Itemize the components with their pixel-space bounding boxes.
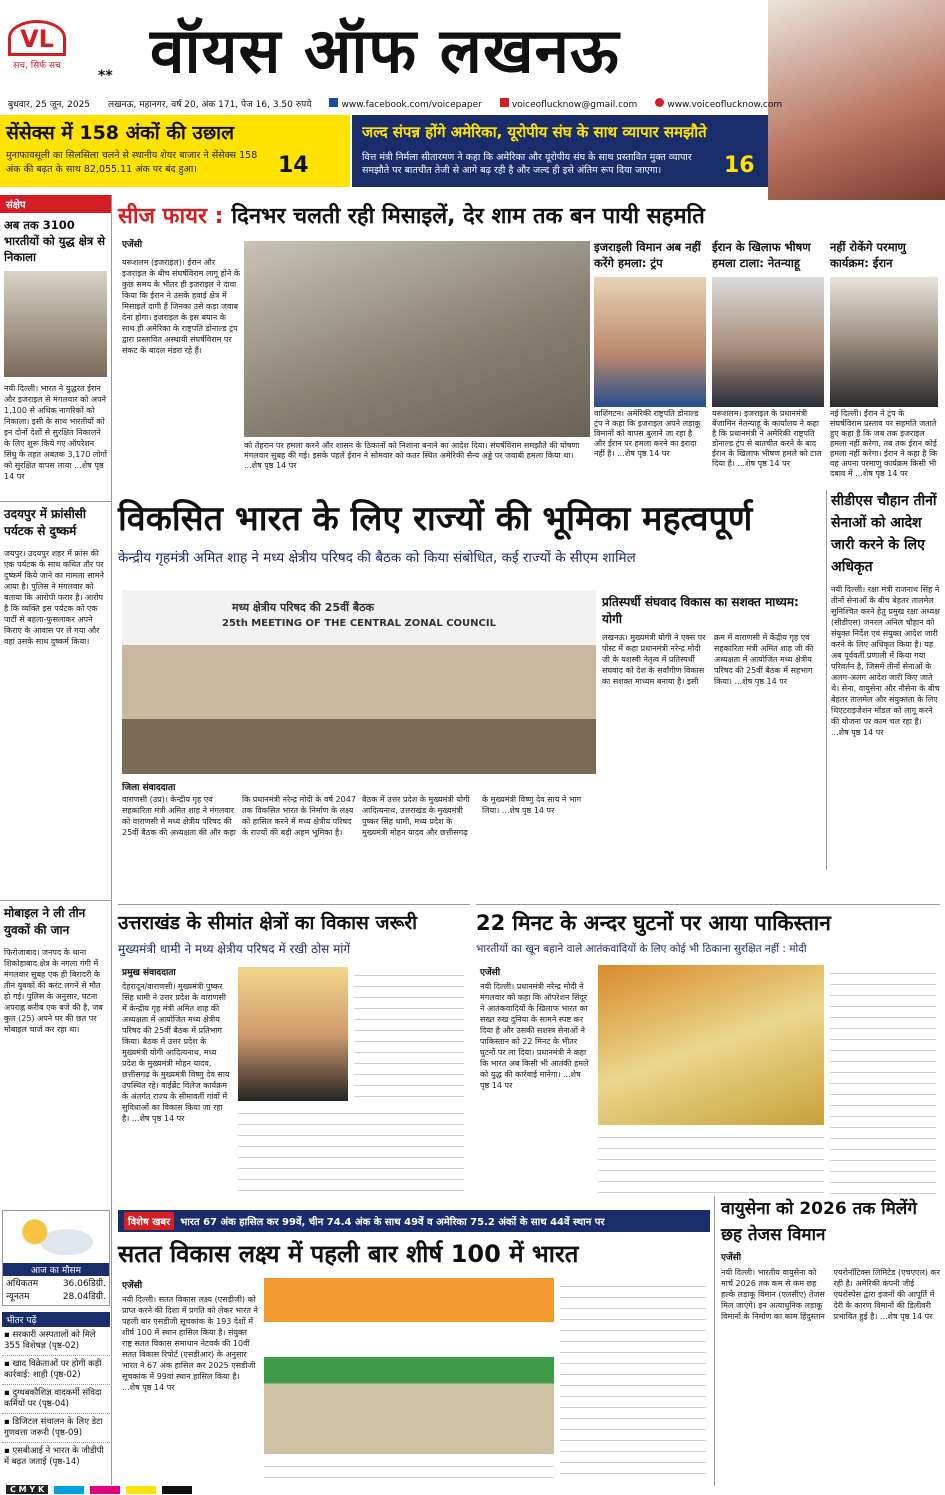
netanyahu-headline[interactable]: ईरान के खिलाफ भीषण हमला टाला: नेतन्याहू xyxy=(712,240,811,270)
special-news-tag: विशेष खबर xyxy=(124,1212,174,1230)
pakistan-body-col4 xyxy=(830,965,936,1201)
date: बुधवार, 25 जून, 2025 xyxy=(8,100,91,110)
pakistan-agency: एजेंसी xyxy=(480,968,501,978)
sensex-page-ref: 14 xyxy=(278,153,309,178)
masthead xyxy=(0,0,945,112)
lead-subhead: केन्द्रीय गृहमंत्री अमित शाह ने मध्य क्षेत्रीय परिषद की बैठक को किया संबोधित, कई राज्यों के सीएम शामिल xyxy=(118,550,636,566)
story-mobile-body: फिरोजाबाद। जनपद के थाना शिकोहाबाद क्षेत्र के नगला गंगी में मंगलवार सुबह एक ही बिरादरी के तीन युवकों की करंट लगने से मौत हो गई। पुलिस के अनुसार, घटना अपराह्न करीब एक बजे की है, जब कुल (25) अपने घर की छत पर मोबाइल चार्ज कर रहा था। xyxy=(4,948,103,1034)
facebook-icon xyxy=(329,98,338,107)
sidebar-label: संक्षेप xyxy=(0,195,111,213)
lead-agency: जिला संवाददाता xyxy=(122,783,176,793)
banner-english: 25th MEETING OF THE CENTRAL ZONAL COUNCIL xyxy=(222,618,496,629)
weather-widget xyxy=(2,1210,110,1306)
sdg-story xyxy=(118,1234,710,1486)
lead-headline[interactable]: विकसित भारत के लिए राज्यों की भूमिका महत्वपूर्ण xyxy=(118,499,753,539)
facebook-link[interactable]: www.facebook.com/voicepaper xyxy=(329,98,481,112)
netanyahu-photo xyxy=(712,277,824,407)
inside-pages xyxy=(2,1312,110,1482)
sdg-body-col3 xyxy=(560,1278,706,1482)
uttarakhand-body-cont xyxy=(238,1105,464,1201)
modi-award-photo xyxy=(598,965,824,1125)
trade-headline: जल्द संपन्न होंगे अमेरिका, यूरोपीय संघ के साथ व्यापार समझौते xyxy=(362,123,707,141)
tejas-story xyxy=(714,1196,940,1486)
website-link[interactable]: www.voiceoflucknow.com xyxy=(655,98,782,112)
uttarakhand-story xyxy=(118,904,470,1204)
yogi-headline[interactable]: प्रतिस्पर्धी संघवाद विकास का सशक्त माध्यम: योगी xyxy=(602,595,799,626)
ceasefire-body-bottom: को तेहरान पर हमला करने और शासन के ठिकानों को निशाना बनाने का आदेश दिया। संघर्षविराम समझौते की घोषणा मंगलवार सुबह की गई। इसके पहले ईरान ने सोमवार को कतर स्थित अमेरिकी सैन्य अड्डे पर जवाबी हमला किया था। ...शेष पृष्ठ 14 पर xyxy=(244,441,580,470)
pakistan-body: नयी दिल्ली। प्रधानमंत्री नरेन्द्र मोदी ने मंगलवार को कहा कि ऑपरेशन सिंदूर ने आतंकवादियों के खिलाफ भारत का सख्त रुख दुनिया के सामने स्पष्ट कर दिया है और उसकी सशस्त्र सेनाओं ने पाकिस्तान को 22 मिनट के भीतर घुटनों पर ला दिया। प्रधानमंत्री ने कहा कि भारत अब किसी भी आतंकी हमले को युद्ध की कार्रवाई मानेगा। ...शेष पृष्ठ 14 पर xyxy=(480,982,589,1090)
trade-body: वित्त मंत्री निर्मला सीतारमण ने कहा कि अमेरिका और यूरोपीय संघ के साथ प्रस्तावित मुक्त व्यापार समझौते पर बातचीत तेजी से आगे बढ़ रही है और जल्द ही इसे अंतिम रूप दिया जाएगा। xyxy=(362,152,692,176)
lead-story xyxy=(118,490,820,900)
india-gate-growth-photo xyxy=(264,1278,554,1454)
min-temp-row: न्यूनतम 28.04डिग्री. xyxy=(6,1292,106,1302)
globe-icon xyxy=(655,98,664,107)
color-swatch-yellow xyxy=(126,1486,156,1494)
banner-hindi: मध्य क्षेत्रीय परिषद की 25वीं बैठक xyxy=(232,601,374,614)
mail-icon xyxy=(500,98,509,107)
ceasefire-headline: दिनभर चलती रही मिसाइलें, देर शाम तक बन पायी सहमति xyxy=(231,204,705,229)
ceasefire-headline-row[interactable] xyxy=(118,195,940,235)
email-link[interactable]: voiceoflucknow@gmail.com xyxy=(500,98,638,112)
masthead-title: वॉयस ऑफ लखनऊ xyxy=(150,14,620,87)
cds-headline[interactable]: सीडीएस चौहान तीनों सेनाओं को आदेश जारी करने के लिए अधिकृत xyxy=(831,493,937,575)
ceasefire-label: सीज फायर : xyxy=(118,204,224,229)
sensex-body: मुनाफावसूली का सिलसिला चलने से स्थानीय शेयर बाजार ने सेंसेक्स 158 अंक की बढ़त के साथ 82,055.11 अंक पर बंद हुआ। xyxy=(6,150,258,175)
uttarakhand-body-col3 xyxy=(354,967,464,1101)
masthead-stars: ** xyxy=(98,68,113,84)
color-swatch-black xyxy=(162,1486,192,1494)
uttarakhand-body: देहरादून/वाराणसी। मुख्यमंत्री पुष्कर सिंह धामी ने उत्तर प्रदेश के वाराणसी में केन्द्रीय गृह मंत्री अमित शाह की अध्यक्षता में आयोजित मध्य क्षेत्रीय परिषद की 25वीं बैठक में प्रतिभाग किया। बैठक में उत्तर प्रदेश के मुख्यमंत्री योगी आदित्यनाथ, मध्य प्रदेश के मुख्यमंत्री मोहन यादव, छत्तीसगढ़ के मुख्यमंत्री विष्णु देव साय उपस्थित रहे। वाईब्रेंट विलेज कार्यक्रम के अंतर्गत राज्य के सीमावर्ती गांवों में सुविधाओं का विकास किया जा रहा है। ...शेष पृष्ठ 14 पर xyxy=(122,982,230,1123)
evacuation-photo xyxy=(4,271,107,377)
story-udaipur-headline[interactable]: उदयपुर में फ्रांसीसी पर्यटक से दुष्कर्म xyxy=(0,501,111,544)
khamenei-headline[interactable]: नहीं रोकेंगे परमाणु कार्यक्रम: ईरान xyxy=(830,240,906,270)
cmyk-label: C M Y K xyxy=(6,1485,48,1494)
story-evacuation-headline[interactable]: अब तक 3100 भारतीयों को युद्ध क्षेत्र से निकाला xyxy=(4,218,105,264)
story-evacuation-body: नयी दिल्ली। भारत ने युद्धरत ईरान और इजराइल से मंगलवार को अपने 1,100 से अधिक नागरिकों को निकाला। इसी के साथ भारतीयों को इन दोनों देशों से सुरक्षित निकालने के लिए शुरू किये गए ऑपरेशन सिंधु के तहत अबतक 3,170 लोगों को सुरक्षित वापस लाया ...शेष पृष्ठ 14 पर xyxy=(4,384,107,481)
sdg-photo-caption xyxy=(264,1458,554,1482)
dhami-photo xyxy=(238,967,348,1101)
sensex-headline: सेंसेक्स में 158 अंकों की उछाल xyxy=(6,122,234,144)
inside-item[interactable]: ▪ खाद विक्रेताओं पर होगी कड़ी कार्रवाई: शाही (पृष्ठ-02) xyxy=(2,1356,110,1385)
ceasefire-section xyxy=(118,195,940,485)
ceasefire-body-left: यरूशलम (इजराइल)। ईरान और इजराइल के बीच संघर्षविराम लागू होने के कुछ समय के भीतर ही इजराइल ने दावा किया कि ईरान ने उसके हवाई क्षेत्र में मिसाइलें दागी हैं जिनका उसे कड़ा जवाब देना होगा। इजराइल के इस बयान के साथ ही अमेरिका के राष्ट्रपति डोनाल्ड ट्रंप द्वारा प्रस्तावित अस्थायी संघर्षविराम पर संकट के बादल मंडरा रहे हैं। xyxy=(122,258,240,355)
tejas-body: नयी दिल्ली। भारतीय वायुसेना को मार्च 2026 तक कम से कम छह हल्के लड़ाकू विमान (एलसीए) तेजस मिल जाएंगे। इन अत्याधुनिक लड़ाकू विमानों के निर्माण का काम हिंदुस्तान एयरोनॉटिक्स लिमिटेड (एचएएल) कर रही है। अमेरिकी कंपनी जीई एयरोस्पेस द्वारा इंजनों की आपूर्ति में देरी के कारण विमानों की डिलीवरी प्रभावित हुई है। ...शेष पृष्ठ 14 पर xyxy=(721,1268,940,1321)
trump-body: वाशिंगटन। अमेरिकी राष्ट्रपति डोनाल्ड ट्रंप ने कहा कि इजराइल अपने लड़ाकू विमानों को वापस बुलाने जा रहा है और ईरान पर हमला करने का इरादा नहीं है। ...शेष पृष्ठ 14 पर xyxy=(594,409,701,458)
finance-minister-photo xyxy=(768,0,945,200)
trade-box[interactable] xyxy=(352,115,768,187)
yogi-body: लखनऊ। मुख्यमंत्री योगी ने एक्स पर पोस्ट में कहा प्रधानमंत्री नरेन्द्र मोदी जी के यशस्वी नेतृत्व में प्रतिस्पर्धी संघवाद को देश के सर्वांगीण विकास का सशक्त माध्यम बनाया है। इसी क्रम में वाराणसी में केंद्रीय गृह एवं सहकारिता मंत्री अमित शाह जी की अध्यक्षता में आयोजित मध्य क्षेत्रीय परिषद की 25वीं बैठक में सहभाग किया। ...शेष पृष्ठ 14 पर xyxy=(602,633,814,686)
lead-body: वाराणसी (उप्र)। केन्द्रीय गृह एवं सहकारिता मंत्री अमित शाह ने मंगलवार को वाराणसी में मध्य क्षेत्रीय परिषद की 25वीं बैठक की अध्यक्षता की और कहा कि प्रधानमंत्री नरेन्द्र मोदी के वर्ष 2047 तक विकसित भारत के निर्माण के लक्ष्य को हासिल करने में मध्य क्षेत्रीय परिषद के राज्यों की बड़ी अहम भूमिका है। बैठक में उत्तर प्रदेश के मुख्यमंत्री योगी आदित्यनाथ, उत्तराखंड के मुख्यमंत्री पुष्कर सिंह धामी, मध्य प्रदेश के मुख्यमंत्री मोहन यादव और छत्तीसगढ़ के मुख्यमंत्री विष्णु देव साय ने भाग लिया। ...शेष पृष्ठ 14 पर xyxy=(122,795,582,837)
inside-item[interactable]: ▪ सरकारी अस्पतालों को मिले 355 विशेषज्ञ (पृष्ठ-02) xyxy=(2,1327,110,1356)
inside-item[interactable]: ▪ दुग्धबकौशिज्ञ वादकर्मी संविदा कर्मियों पर (पृष्ठ-04) xyxy=(2,1385,110,1414)
uttarakhand-subhead: मुख्यमंत्री धामी ने मध्य क्षेत्रीय परिषद में रखी ठोस मांगें xyxy=(118,942,351,956)
council-meeting-photo xyxy=(122,590,596,774)
tejas-headline[interactable]: वायुसेना को 2026 तक मिलेंगे छह तेजस विमान xyxy=(721,1199,917,1245)
story-mobile-headline[interactable]: मोबाइल ने ली तीन युवकों की जान xyxy=(0,900,111,943)
cds-story xyxy=(826,490,940,870)
ceasefire-agency: एजेंसी xyxy=(122,240,143,250)
pakistan-body-cont xyxy=(598,1129,824,1201)
trump-headline[interactable]: इजराइली विमान अब नहीं करेंगे हमला: ट्रंप xyxy=(594,240,701,270)
sensex-box[interactable] xyxy=(0,115,352,187)
sdg-agency: एजेंसी xyxy=(122,1281,143,1291)
inside-item[interactable]: ▪ डिजिटल संचालन के लिए डेटा गुणवत्ता जरूरी (पृष्ठ-09) xyxy=(2,1414,110,1443)
sdg-headline[interactable]: सतत विकास लक्ष्य में पहली बार शीर्ष 100 में भारत xyxy=(118,1240,579,1268)
trade-page-ref: 16 xyxy=(724,153,755,178)
max-temp-row: अधिकतम 36.06डिग्री. xyxy=(6,1279,106,1289)
logo-tagline: सच, सिर्फ सच xyxy=(13,61,61,71)
uttarakhand-headline[interactable]: उत्तराखंड के सीमांत क्षेत्रों का विकास जरूरी xyxy=(118,912,418,934)
dateline xyxy=(8,98,783,112)
netanyahu-body: यरूशलम। इजराइल के प्रधानमंत्री बेंजामिन नेतन्याहू के कार्यालय ने कहा है कि प्रधानमंत्री ने अमेरिकी राष्ट्रपति डोनाल्ड ट्रंप से बातचीत करने के बाद ईरान के खिलाफ भीषण हमले को टाल दिया है। ...शेष पृष्ठ 14 पर xyxy=(712,409,822,468)
logo-mark: VL xyxy=(8,20,66,56)
khamenei-photo xyxy=(830,277,938,407)
trump-photo xyxy=(594,277,706,407)
story-udaipur-body: जयपुर। उदयपुर शहर में फ्रांस की एक पर्यटक के साथ कथित तौर पर दुष्कर्म किये जाने का मामला सामने आया है। पुलिस ने मंगलवार को बताया कि आरोपी फरार है। आरोप है कि व्यक्ति इस पर्यटक को एक पार्टी से बहला-फुसलाकर अपने किराए के आवास पर ले गया और वहां उसके साथ दुष्कर्म किया। xyxy=(4,549,104,646)
weather-icon xyxy=(3,1211,109,1263)
tejas-agency: एजेंसी xyxy=(721,1253,742,1263)
sdg-body: नयी दिल्ली। सतत विकास लक्ष्य (एसडीजी) को प्राप्त करने की दिशा में प्रगति को लेकर भारत ने पहली बार एसडीजी सूचकांक के 193 देशों में शीर्ष 100 में स्थान हासिल किया है। संयुक्त राष्ट्र सतत विकास समाधान नेटवर्क की 10वीं सतत विकास रिपोर्ट (एसडीआर) के अनुसार भारत ने 67 अंक हासिल कर 2025 एसडीजी सूचकांक में 99वां स्थान हासिल किया है। ...शेष पृष्ठ 14 पर xyxy=(122,1295,258,1392)
pakistan-subhead: भारतीयों का खून बहाने वाले आतंकवादियों के लिए कोई भी ठिकाना सुरक्षित नहीं : मोदी xyxy=(476,943,807,955)
pakistan-story xyxy=(476,904,940,1204)
edition-info: लखनऊ, महानगर, वर्ष 20, अंक 171, पेज 16, 3.50 रुपये xyxy=(108,100,312,110)
inside-item[interactable]: ▪ एसबीआई ने भारत के जीडीपी में बढ़त जताई (पृष्ठ-14) xyxy=(4,1446,104,1467)
weather-label: आज का मौसम xyxy=(3,1263,109,1276)
color-swatch-cyan xyxy=(54,1486,84,1494)
cmyk-bar xyxy=(0,1484,945,1495)
sdg-strap xyxy=(118,1210,710,1232)
cds-body: नयी दिल्ली। रक्षा मंत्री राजनाथ सिंह ने तीनों सेनाओं के बीच बेहतर तालमेल सुनिश्चित करने हेतु प्रमुख रक्षा अध्यक्ष (सीडीएस) जनरल अनिल चौहान को संयुक्त निर्देश एवं संयुक्त आदेश जारी करने के लिए अधिकृत किया है। यह अब पूर्ववर्ती प्रणाली में किया गया परिवर्तन है, जिसमें तीनों सेनाओं के अलग-अलग आदेश जारी किए जाते थे। सेना, वायुसेना और नौसेना के बीच बेहतर तालमेल और संयुक्तता के लिए थिएटराइजेशन मॉडल को लागू करने की योजना पर काम चल रहा है। ...शेष पृष्ठ 14 पर xyxy=(831,585,940,737)
pakistan-headline[interactable]: 22 मिनट के अन्दर घुटनों पर आया पाकिस्तान xyxy=(476,911,831,935)
destroyed-building-photo xyxy=(244,241,590,437)
uttarakhand-agency: प्रमुख संवाददाता xyxy=(122,968,176,978)
logo xyxy=(8,20,66,70)
color-swatch-magenta xyxy=(90,1486,120,1494)
inside-label: भीतर पढ़ें xyxy=(2,1312,110,1327)
sdg-strap-text: भारत 67 अंक हासिल कर 99वें, चीन 74.4 अंक के साथ 49वें व अमेरिका 75.2 अंकों के साथ 44वें स्थान पर xyxy=(180,1217,605,1228)
khamenei-body: नई दिल्ली। ईरान ने ट्रंप के संघर्षविराम प्रस्ताव पर सहमति जताते हुए कहा है कि जब तक इजराइल हमला नहीं करेगा, तब तक ईरान कोई हमला नहीं करेगा। ईरान ने कहा है कि वह अपना परमाणु कार्यक्रम किसी भी दबाव में ...शेष पृष्ठ 14 पर xyxy=(830,409,938,478)
